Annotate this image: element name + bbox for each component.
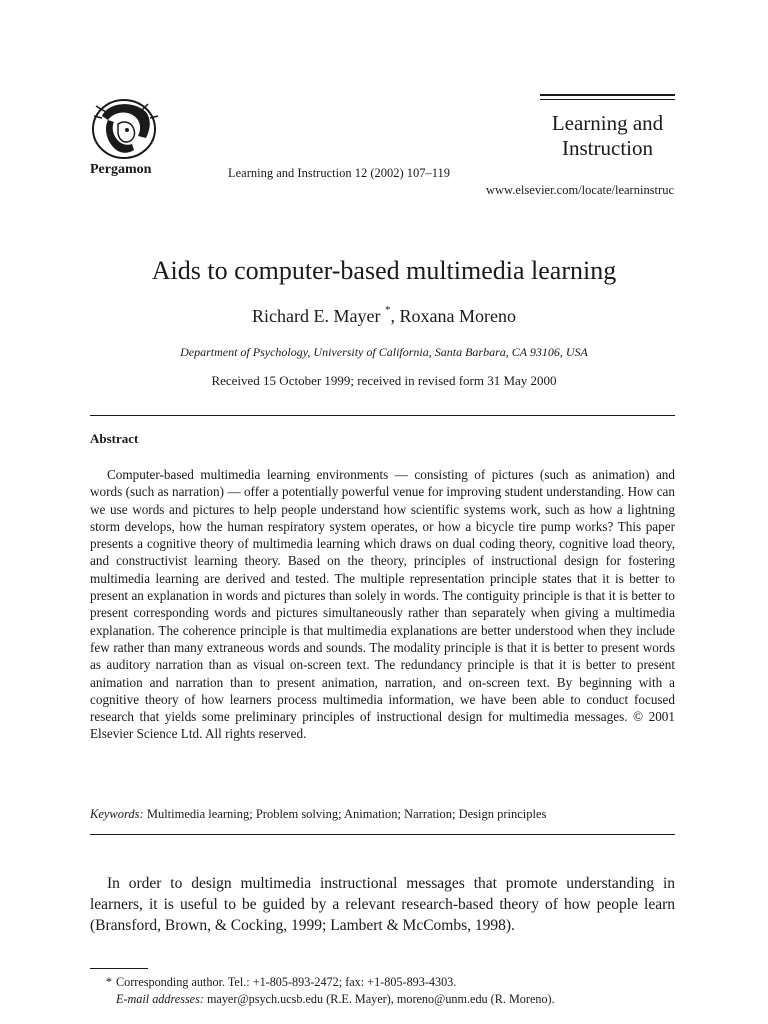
author-list — [0, 306, 768, 327]
footnote-rule — [90, 968, 148, 969]
abstract-heading: Abstract — [90, 431, 139, 446]
journal-name-line2: Instruction — [562, 136, 653, 160]
footnote-mark: * — [105, 975, 112, 989]
journal-url[interactable]: www.elsevier.com/locate/learninstruc — [485, 183, 674, 197]
journal-name — [520, 111, 695, 161]
journal-citation: Learning and Instruction 12 (2002) 107–119 — [228, 166, 451, 180]
keywords-list: Multimedia learning; Problem solving; Animation; Narration; Design principles — [146, 807, 547, 821]
author-separator: , — [390, 306, 400, 326]
journal-name-line1: Learning and — [551, 111, 664, 135]
affiliation: Department of Psychology, University of California, Santa Barbara, CA 93106, USA — [180, 345, 588, 359]
author-name: Roxana Moreno — [399, 306, 516, 326]
publisher-logo — [88, 96, 166, 160]
footnote-contact: Corresponding author. Tel.: +1-805-893-2472; fax: +1-805-893-4303. — [116, 975, 457, 989]
keywords-label: Keywords: — [90, 807, 144, 821]
corresponding-author-mark[interactable]: * — [384, 304, 391, 316]
email-addresses[interactable]: mayer@psych.ucsb.edu (R.E. Mayer), moreno@unm.edu (R. Moreno). — [206, 992, 555, 1006]
footnote-line — [90, 974, 690, 991]
abstract-top-rule — [90, 415, 675, 416]
footnote-emails-line — [90, 991, 690, 1008]
abstract-bottom-rule — [90, 834, 675, 835]
article-title: Aids to computer-based multimedia learning — [151, 256, 617, 285]
received-dates: Received 15 October 1999; received in revised form 31 May 2000 — [211, 373, 557, 388]
publisher-name: Pergamon — [90, 162, 152, 177]
intro-paragraph: In order to design multimedia instructional messages that promote understanding in learners, it is useful to be guided by a relevant research-based theory of how people learn (Bransford, Brown, & Cocking, 1999; Lambert & McCombs, 1998). — [90, 875, 675, 934]
journal-rule-thin — [540, 99, 675, 100]
footnote — [90, 974, 690, 1008]
email-label: E-mail addresses: — [116, 992, 204, 1006]
author-name: Richard E. Mayer — [252, 306, 381, 326]
keywords — [90, 807, 546, 822]
journal-rule — [540, 94, 675, 96]
abstract-body: Computer-based multimedia learning environments — consisting of pictures (such as animation) and words (such as narration) — offer a potentially powerful venue for improving student understanding. How can we use words and pictures to help people understand how scientific systems work, such as how a lightning storm develops, how the human respiratory system operates, or how a bicycle tire pump works? This paper presents a cognitive theory of multimedia learning which draws on dual coding theory, cognitive load theory, and constructivist learning theory. Based on the theory, principles of instructional design for fostering multimedia learning are derived and tested. The multiple representation principle states that it is better to present an explanation in words and pictures than solely in words. The contiguity principle is that it is better to present corresponding words and pictures simultaneously rather than separately when giving a multimedia explanation. The coherence principle is that multimedia explanations are better understood when they include few rather than many extraneous words and sounds. The modality principle is that it is better to present words as auditory narration than as visual on-screen text. The redundancy principle is that it is better to present animation and narration than to present animation, narration, and on-screen text. By beginning with a cognitive theory of how learners process multimedia information, we have been able to conduct focused research that yields some preliminary principles of instructional design for multimedia messages. © 2001 Elsevier Science Ltd. All rights reserved. — [90, 467, 675, 742]
